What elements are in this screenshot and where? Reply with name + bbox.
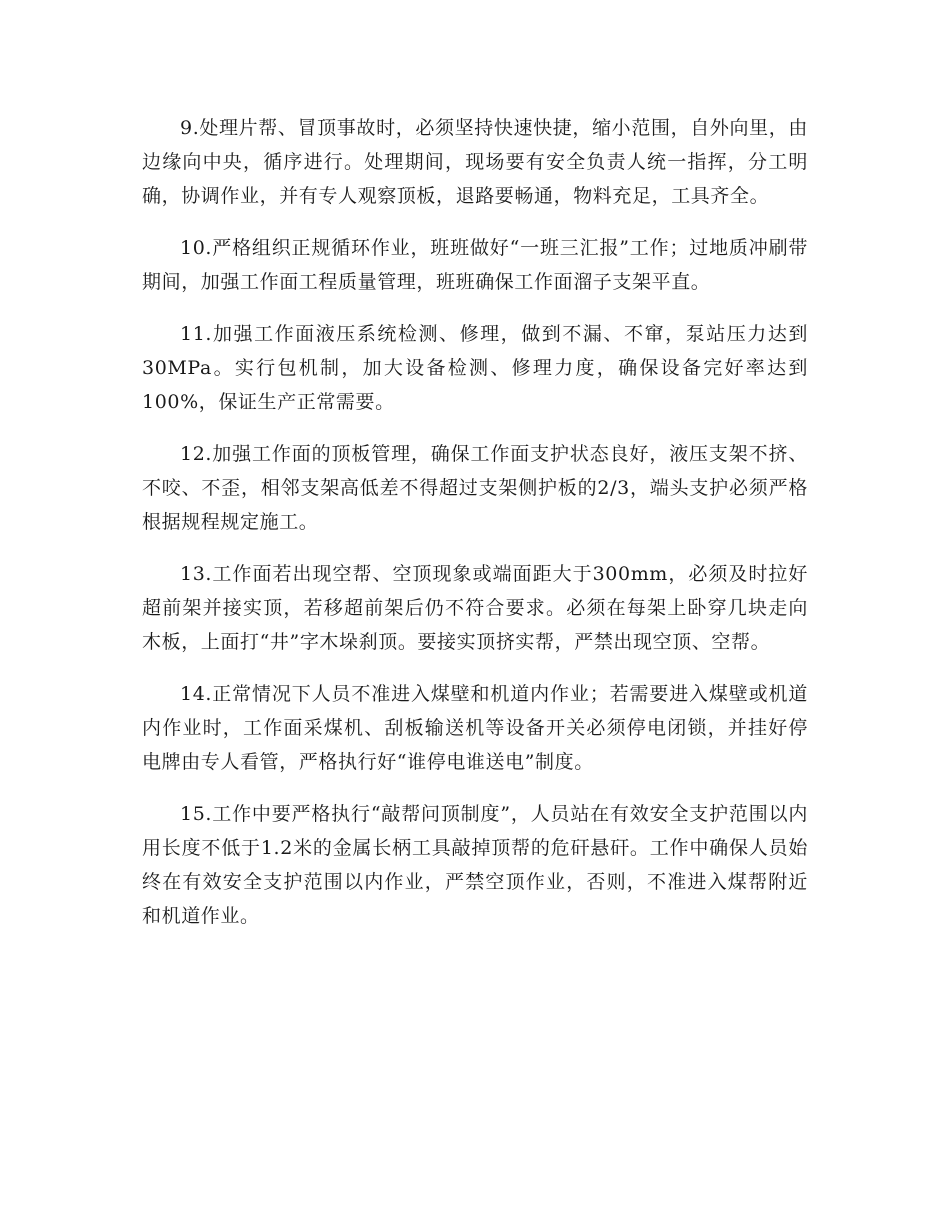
paragraph-item-13: 13.工作面若出现空帮、空顶现象或端面距大于300mm，必须及时拉好超前架并接实顶，若移超前架后仍不符合要求。必须在每架上卧穿几块走向木板，上面打“井”字木垛刹顶。要接实顶挤实帮，严禁出现空顶、空帮。	[142, 563, 808, 653]
paragraph-item-10: 10.严格组织正规循环作业，班班做好“一班三汇报”工作；过地质冲刷带期间，加强工作面工程质量管理，班班确保工作面溜子支架平直。	[142, 237, 808, 293]
paragraph-item-14: 14.正常情况下人员不准进入煤壁和机道内作业；若需要进入煤壁或机道内作业时，工作面采煤机、刮板输送机等设备开关必须停电闭锁，并挂好停电牌由专人看管，严格执行好“谁停电谁送电”制度。	[142, 683, 808, 773]
paragraph-item-11: 11.加强工作面液压系统检测、修理，做到不漏、不窜，泵站压力达到30MPa。实行包机制，加大设备检测、修理力度，确保设备完好率达到100%，保证生产正常需要。	[142, 323, 808, 413]
document-page	[142, 111, 808, 951]
paragraph-item-12: 12.加强工作面的顶板管理，确保工作面支护状态良好，液压支架不挤、不咬、不歪，相邻支架高低差不得超过支架侧护板的2/3，端头支护必须严格根据规程规定施工。	[142, 443, 808, 533]
paragraph-item-9: 9.处理片帮、冒顶事故时，必须坚持快速快捷，缩小范围，自外向里，由边缘向中央，循序进行。处理期间，现场要有安全负责人统一指挥，分工明确，协调作业，并有专人观察顶板，退路要畅通，物料充足，工具齐全。	[142, 117, 808, 207]
paragraph-item-15: 15.工作中要严格执行“敲帮问顶制度”，人员站在有效安全支护范围以内用长度不低于1.2米的金属长柄工具敲掉顶帮的危矸悬矸。工作中确保人员始终在有效安全支护范围以内作业，严禁空顶作业，否则，不准进入煤帮附近和机道作业。	[142, 803, 808, 927]
